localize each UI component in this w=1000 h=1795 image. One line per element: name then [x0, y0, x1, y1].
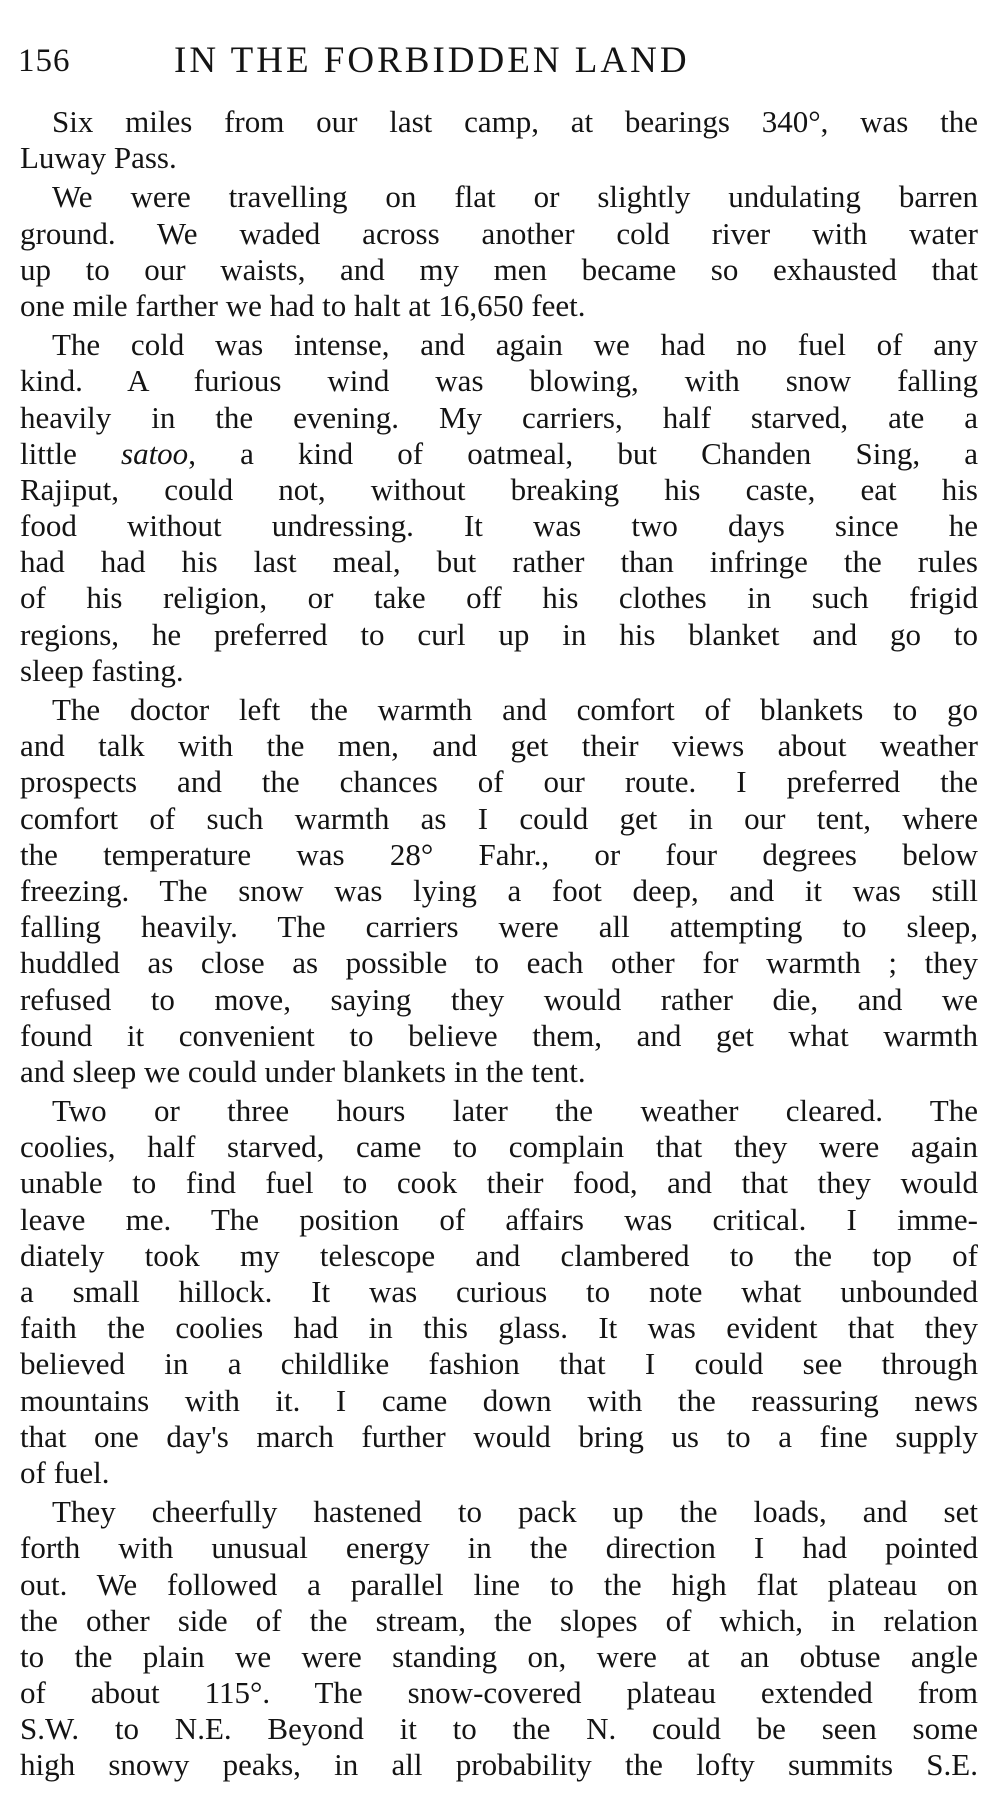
text-line: leave me. The position of affairs was critical. I imme- [20, 1201, 978, 1237]
chapter-title: IN THE FORBIDDEN LAND [174, 40, 690, 81]
text-line: S.W. to N.E. Beyond it to the N. could be seen some [20, 1711, 978, 1747]
text-line: believed in a childlike fashion that I could see through [20, 1346, 978, 1382]
text-line: of fuel. [20, 1454, 110, 1490]
text-line: Luway Pass. [20, 140, 177, 176]
text-line: heavily in the evening. My carriers, half starved, ate a [20, 399, 978, 435]
text-line: mountains with it. I came down with the reassuring news [20, 1382, 978, 1418]
text-line: out. We followed a parallel line to the high flat plateau on [20, 1566, 978, 1602]
text-line: one mile farther we had to halt at 16,650 feet. [20, 287, 586, 323]
text-line: Rajiput, could not, without breaking his caste, eat his [20, 471, 978, 507]
text-line: the temperature was 28° Fahr., or four degrees below [20, 836, 978, 872]
text-line: sleep fasting. [20, 652, 184, 688]
text-line: refused to move, saying they would rather die, and we [20, 981, 978, 1017]
text-line: Two or three hours later the weather cleared. The [52, 1093, 978, 1129]
text-line: They cheerfully hastened to pack up the loads, and set [52, 1494, 978, 1530]
text-line: to the plain we were standing on, were at an obtuse angle [20, 1638, 978, 1674]
text-line: coolies, half starved, came to complain that they were again [20, 1129, 978, 1165]
running-head [18, 36, 978, 86]
text-line: of his religion, or take off his clothes in such frigid [20, 580, 978, 616]
paragraph [20, 104, 978, 176]
page-number: 156 [18, 43, 71, 79]
text-line: unable to find fuel to cook their food, and that they would [20, 1165, 978, 1201]
text-line: The doctor left the warmth and comfort of blankets to go [52, 692, 978, 727]
text-line: We were travelling on flat or slightly undulating barren [52, 179, 978, 215]
text-line: regions, he preferred to curl up in his blanket and go to [20, 616, 978, 652]
text-line: the other side of the stream, the slopes of which, in relation [20, 1602, 978, 1638]
text-line: faith the coolies had in this glass. It was evident that they [20, 1310, 978, 1346]
text-line: freezing. The snow was lying a foot deep, and it was still [20, 872, 978, 908]
text-line: a small hillock. It was curious to note what unbounded [20, 1274, 978, 1309]
text-line: that one day's march further would bring us to a fine supply [20, 1418, 978, 1454]
text-line: kind. A furious wind was blowing, with snow falling [20, 363, 978, 399]
text-line: up to our waists, and my men became so exhausted that [20, 251, 978, 287]
text-line: ground. We waded across another cold river with water [20, 215, 978, 251]
text-line: and talk with the men, and get their views about weather [20, 728, 978, 764]
text-line: falling heavily. The carriers were all attempting to sleep, [20, 909, 978, 945]
paragraph [20, 179, 978, 324]
text-line: of about 115°. The snow-covered plateau extended from [20, 1675, 978, 1711]
text-line: and sleep we could under blankets in the tent. [20, 1053, 586, 1089]
paragraph [20, 327, 978, 689]
text-line: diately took my telescope and clambered to the top of [20, 1237, 978, 1273]
text-line: high snowy peaks, in all probability the lofty summits S.E. [20, 1747, 978, 1783]
paragraph [20, 1494, 978, 1784]
text-line: little satoo, a kind of oatmeal, but Chanden Sing, a [20, 435, 979, 471]
text-line: The cold was intense, and again we had no fuel of any [52, 327, 978, 363]
text-line: Six miles from our last camp, at bearings 340°, was the [52, 104, 978, 139]
text-line: forth with unusual energy in the direction I had pointed [20, 1530, 978, 1566]
text-line: had had his last meal, but rather than infringe the rules [20, 544, 978, 580]
body-text [20, 104, 978, 1784]
text-line: prospects and the chances of our route. I preferred the [20, 764, 978, 800]
text-line: found it convenient to believe them, and get what warmth [20, 1017, 978, 1053]
text-line: food without undressing. It was two days since he [20, 508, 978, 544]
text-line: huddled as close as possible to each other for warmth ; they [20, 945, 978, 981]
paragraph [20, 1093, 978, 1491]
text-line: comfort of such warmth as I could get in our tent, where [20, 800, 978, 836]
paragraph [20, 692, 978, 1090]
